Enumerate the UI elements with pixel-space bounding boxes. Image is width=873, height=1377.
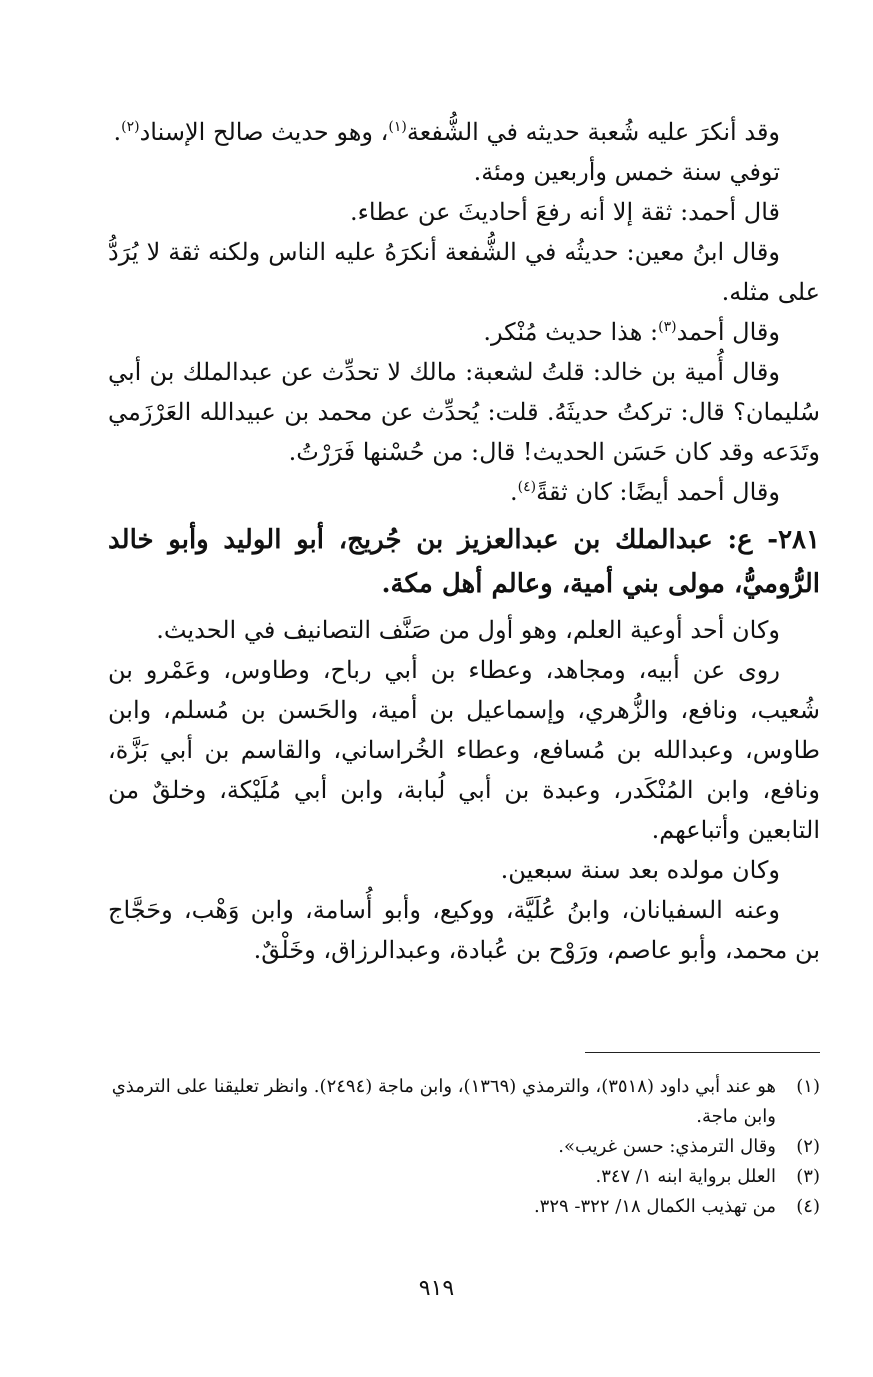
paragraph: وكان مولده بعد سنة سبعين. bbox=[500, 856, 780, 884]
paragraph: وقد أنكرَ عليه شُعبة حديثه في الشُّفعة$^{(١)}$، وهو حديث صالح الإسناد$^{(٢)}$. bbox=[113, 118, 780, 146]
footnote-ref[interactable]: (٢) bbox=[121, 119, 140, 135]
footnote-text: العلل برواية ابنه ١/ ٣٤٧. bbox=[595, 1166, 776, 1187]
footnote-text: من تهذيب الكمال ١٨/ ٣٢٢- ٣٢٩. bbox=[533, 1196, 776, 1217]
footnote bbox=[108, 1192, 820, 1222]
paragraph: وقال ابنُ معين: حديثُه في الشُّفعة أنكرَهُ عليه الناس ولكنه ثقة لا يُرَدُّ على مثله. bbox=[108, 238, 820, 306]
paragraph: وقال أُمية بن خالد: قلتُ لشعبة: مالك لا تحدِّث عن عبدالملك بن أبي سُليمان؟ قال: تركتُ حديثَهُ. قلت: يُحدِّث عن محمد بن عبيدالله العَرْزَمي وتَدَعه وقد كان حَسَن الحديث! قال: من حُسْنها فَرَرْتُ. bbox=[108, 358, 820, 466]
footnote-text: وقال الترمذي: حسن غريب». bbox=[558, 1136, 776, 1157]
entry-heading: ٢٨١- ع: عبدالملك بن عبدالعزيز بن جُريج، أبو الوليد وأبو خالد الرُّوميُّ، مولى بني أمية، وعالم أهل مكة. bbox=[108, 525, 820, 599]
paragraph: قال أحمد: ثقة إلا أنه رفعَ أحاديثَ عن عطاء. bbox=[350, 198, 780, 226]
page-body bbox=[108, 112, 820, 970]
footnote bbox=[108, 1162, 820, 1192]
page-number: ٩١٩ bbox=[418, 1276, 455, 1301]
footnotes bbox=[108, 1072, 820, 1222]
footnote-ref[interactable]: (٣) bbox=[658, 319, 677, 335]
footnote-divider bbox=[585, 1052, 820, 1053]
footnote-number: (٢) bbox=[796, 1136, 820, 1157]
footnote-number: (٤) bbox=[796, 1196, 820, 1217]
body-text bbox=[108, 112, 820, 970]
footnote-ref[interactable]: (١) bbox=[388, 119, 407, 135]
paragraph: توفي سنة خمس وأربعين ومئة. bbox=[473, 158, 780, 186]
paragraph: روى عن أبيه، ومجاهد، وعطاء بن أبي رباح، وطاوس، وعَمْرو بن شُعيب، ونافع، والزُّهري، وإسماعيل بن أمية، والحَسن بن مُسلم، وابن طاوس، وعبدالله بن مُسافع، وعطاء الخُراساني، والقاسم بن أبي بَزَّة، ونافع، وابن المُنْكَدر، وعبدة بن أبي لُبابة، وابن أبي مُلَيْكة، وخلقٌ من التابعين وأتباعهم. bbox=[108, 656, 820, 844]
footnote-text: هو عند أبي داود (٣٥١٨)، والترمذي (١٣٦٩)، وابن ماجة (٢٤٩٤). وانظر تعليقنا على الترمذي وابن ماجة. bbox=[111, 1076, 776, 1127]
paragraph: وعنه السفيانان، وابنُ عُلَيَّة، ووكيع، وأبو أُسامة، وابن وَهْب، وحَجَّاج بن محمد، وأبو عاصم، ورَوْح بن عُبادة، وعبدالرزاق، وخَلْقٌ. bbox=[108, 896, 820, 964]
footnote bbox=[108, 1072, 820, 1132]
footnote-number: (٣) bbox=[796, 1166, 820, 1187]
paragraph: وقال أحمد أيضًا: كان ثقةً$^{(٤)}$. bbox=[509, 478, 780, 506]
footnote-number: (١) bbox=[796, 1076, 820, 1097]
footnote-ref[interactable]: (٤) bbox=[517, 479, 537, 495]
paragraph: وكان أحد أوعية العلم، وهو أول من صَنَّف التصانيف في الحديث. bbox=[156, 616, 780, 644]
footnote bbox=[108, 1132, 820, 1162]
paragraph: وقال أحمد$^{(٣)}$: هذا حديث مُنْكر. bbox=[483, 318, 780, 346]
